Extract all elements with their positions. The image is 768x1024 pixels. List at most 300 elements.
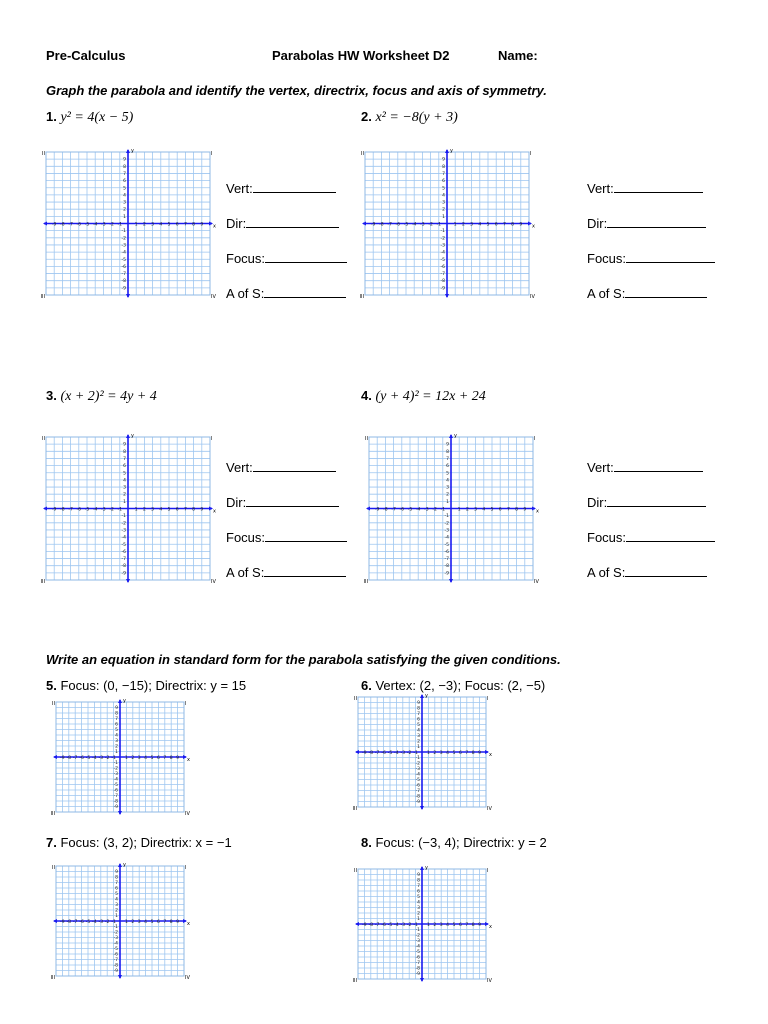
y-tick-label: 5 — [123, 471, 126, 477]
quadrant-label: I — [487, 868, 489, 874]
y-tick-label: 3 — [446, 485, 449, 491]
quadrant-label: I — [534, 436, 536, 442]
quadrant-label: II — [365, 436, 368, 442]
x-tick-label: -4 — [92, 756, 97, 761]
quadrant-label: III — [352, 978, 357, 984]
y-tick-label: 2 — [115, 908, 118, 914]
x-tick-label: -4 — [394, 751, 399, 756]
problem-number: 1 — [46, 109, 54, 124]
x-tick-label: 2 — [461, 222, 465, 228]
quadrant-label: IV — [530, 294, 535, 300]
y-tick-label: 8 — [115, 875, 118, 881]
x-tick-label: 7 — [183, 222, 187, 228]
quadrant-label: III — [50, 811, 55, 817]
y-tick-label: -3 — [113, 936, 118, 941]
y-tick-label: -1 — [121, 229, 126, 235]
x-tick-label: 3 — [137, 920, 141, 925]
quadrant-label: IV — [534, 579, 539, 585]
quadrant-label: III — [363, 579, 368, 585]
y-tick-label: 4 — [115, 897, 118, 903]
x-tick-label: 5 — [490, 507, 494, 513]
y-tick-label: -5 — [415, 950, 420, 955]
x-tick-label: 9 — [519, 222, 523, 228]
x-tick-label: -3 — [424, 507, 429, 513]
y-tick-label: 7 — [417, 712, 420, 717]
y-tick-label: -2 — [415, 761, 420, 767]
x-tick-label: -3 — [101, 222, 106, 228]
y-tick-label: 4 — [123, 193, 126, 199]
y-tick-label: -6 — [415, 783, 420, 789]
problem-3: 3. (x + 2)² = 4y + 4 — [46, 388, 157, 404]
x-tick-label: -2 — [109, 222, 114, 228]
quadrant-label: I — [185, 865, 187, 871]
x-tick-label: -8 — [368, 751, 374, 756]
y-tick-label: 2 — [442, 207, 445, 213]
x-tick-label: -5 — [387, 923, 393, 928]
y-tick-label: 8 — [123, 449, 126, 455]
axis-field-1[interactable]: A of S: — [226, 285, 346, 301]
x-tick-label: 3 — [151, 222, 155, 228]
y-axis-label: y — [425, 693, 428, 699]
x-tick-label: -1 — [413, 923, 418, 928]
x-tick-label: -2 — [406, 923, 412, 928]
x-tick-label: 4 — [446, 923, 450, 928]
axis-arrow — [126, 149, 130, 153]
y-tick-label: -8 — [444, 564, 449, 570]
coordinate-grid[interactable] — [359, 148, 535, 300]
axis-arrow — [118, 811, 122, 815]
x-tick-label: -6 — [79, 756, 84, 761]
x-tick-label: -3 — [400, 751, 406, 756]
x-tick-label: -9 — [370, 222, 376, 228]
axis-arrow — [126, 434, 130, 438]
x-tick-label: 8 — [192, 507, 196, 513]
x-tick-label: -3 — [101, 507, 106, 513]
y-tick-label: -8 — [113, 963, 118, 969]
quadrant-label: II — [354, 696, 357, 702]
coordinate-grid[interactable] — [363, 433, 539, 585]
y-tick-label: -6 — [121, 549, 126, 555]
y-axis-label: y — [123, 862, 126, 868]
y-tick-label: -3 — [415, 939, 420, 944]
x-tick-label: -6 — [76, 507, 82, 513]
x-tick-label: -9 — [51, 507, 57, 513]
x-tick-label: -9 — [362, 923, 367, 928]
y-tick-label: 2 — [123, 492, 126, 498]
y-tick-label: -7 — [121, 557, 126, 563]
y-tick-label: -4 — [121, 535, 126, 541]
x-tick-label: -7 — [72, 920, 78, 925]
axis-field-2[interactable]: A of S: — [587, 285, 707, 301]
quadrant-label: II — [52, 865, 55, 871]
y-tick-label: 9 — [417, 701, 420, 706]
y-tick-label: 6 — [123, 179, 126, 185]
x-tick-label: -8 — [379, 222, 384, 228]
y-tick-label: -9 — [444, 571, 449, 577]
x-axis-label: x — [489, 924, 492, 930]
quadrant-label: I — [530, 151, 532, 157]
x-tick-label: -4 — [92, 920, 97, 925]
y-tick-label: 2 — [417, 911, 420, 917]
x-tick-label: -8 — [66, 920, 72, 925]
x-axis-label: x — [213, 223, 216, 230]
y-axis-label: y — [131, 433, 134, 439]
y-tick-label: 9 — [417, 873, 420, 878]
x-tick-label: 8 — [515, 507, 519, 513]
quadrant-label: II — [354, 868, 357, 874]
y-tick-label: -2 — [444, 521, 449, 527]
y-tick-label: -1 — [415, 756, 420, 761]
y-tick-label: -6 — [440, 264, 445, 270]
y-tick-label: -4 — [415, 944, 420, 950]
focus-field-2[interactable]: Focus: — [587, 250, 715, 266]
problem-conditions: Focus: (3, 2); Directrix: x = −1 — [60, 835, 232, 850]
quadrant-label: I — [487, 696, 489, 702]
x-tick-label: -9 — [60, 920, 65, 925]
y-tick-label: 9 — [123, 442, 126, 448]
x-tick-label: -1 — [111, 756, 116, 761]
axis-arrow — [118, 975, 122, 979]
problem-conditions: Focus: (−3, 4); Directrix: y = 2 — [375, 835, 547, 850]
x-tick-label: -6 — [395, 222, 401, 228]
y-axis-label: y — [450, 148, 453, 154]
quadrant-label: IV — [185, 811, 190, 817]
y-tick-label: -8 — [415, 966, 420, 972]
y-tick-label: 9 — [115, 870, 118, 875]
y-tick-label: -9 — [415, 800, 420, 805]
y-tick-label: -4 — [113, 777, 118, 783]
y-tick-label: 2 — [417, 739, 420, 745]
quadrant-label: IV — [211, 579, 216, 585]
axis-field-4[interactable]: A of S: — [587, 564, 707, 580]
x-tick-label: 3 — [474, 507, 478, 513]
axis-arrow — [43, 222, 47, 226]
quadrant-label: III — [40, 579, 45, 585]
problem-4: 4. (y + 4)² = 12x + 24 — [361, 388, 486, 404]
x-tick-label: -8 — [60, 222, 65, 228]
y-tick-label: 1 — [115, 914, 118, 919]
axis-arrow — [420, 866, 424, 870]
y-tick-label: 4 — [115, 733, 118, 739]
y-tick-label: -3 — [113, 772, 118, 777]
vertex-field-1[interactable]: Vert: — [226, 180, 336, 196]
x-tick-label: -5 — [387, 751, 393, 756]
problem-number: 6 — [361, 678, 369, 693]
y-tick-label: 7 — [115, 717, 118, 722]
y-tick-label: 7 — [417, 884, 420, 889]
x-tick-label: -5 — [85, 756, 91, 761]
x-tick-label: 3 — [137, 756, 141, 761]
x-tick-label: -1 — [111, 920, 116, 925]
y-tick-label: -5 — [415, 778, 420, 783]
x-tick-label: 5 — [167, 507, 171, 513]
x-tick-label: 7 — [163, 756, 167, 761]
problem-5: 5. Focus: (0, −15); Directrix: y = 15 — [46, 678, 247, 693]
y-tick-label: 9 — [442, 157, 445, 163]
x-tick-label: 4 — [144, 756, 148, 761]
x-tick-label: 1 — [124, 920, 128, 925]
y-tick-label: -5 — [440, 257, 445, 263]
axis-arrow — [420, 978, 424, 982]
y-tick-label: 2 — [446, 492, 449, 498]
x-tick-label: 7 — [506, 507, 510, 513]
y-tick-label: 8 — [417, 878, 420, 884]
x-tick-label: -1 — [440, 507, 446, 513]
x-tick-label: 8 — [169, 756, 173, 761]
x-tick-label: -3 — [98, 756, 104, 761]
axis-arrow — [43, 507, 47, 511]
worksheet-title: Parabolas HW Worksheet D2 — [272, 48, 450, 63]
coordinate-grid[interactable] — [352, 693, 492, 812]
y-tick-label: -5 — [113, 947, 118, 952]
y-tick-label: -9 — [440, 286, 445, 292]
x-tick-label: 6 — [458, 751, 462, 756]
y-tick-label: -4 — [444, 535, 449, 541]
y-tick-label: -7 — [113, 794, 118, 799]
problem-number: 4 — [361, 388, 369, 403]
quadrant-label: I — [211, 151, 213, 157]
y-tick-label: 6 — [123, 464, 126, 470]
x-axis-label: x — [536, 508, 539, 515]
x-tick-label: 4 — [482, 507, 486, 513]
x-tick-label: 2 — [465, 507, 469, 513]
y-tick-label: -7 — [113, 958, 118, 963]
focus-field-3[interactable]: Focus: — [226, 529, 347, 545]
y-tick-label: -9 — [121, 571, 126, 577]
quadrant-label: IV — [487, 806, 492, 812]
y-tick-label: -3 — [415, 767, 420, 772]
y-tick-label: -6 — [415, 955, 420, 961]
y-tick-label: 5 — [123, 186, 126, 192]
x-tick-label: 8 — [471, 923, 475, 928]
quadrant-label: III — [359, 294, 364, 300]
problem-1: 1. y² = 4(x − 5) — [46, 109, 134, 125]
x-tick-label: -9 — [362, 751, 367, 756]
axis-arrow — [366, 507, 370, 511]
x-tick-label: 7 — [502, 222, 506, 228]
y-tick-label: -8 — [415, 794, 420, 800]
y-tick-label: 5 — [417, 895, 420, 900]
x-tick-label: -1 — [413, 751, 418, 756]
x-tick-label: 2 — [142, 222, 146, 228]
quadrant-label: II — [361, 151, 364, 157]
problem-number: 8 — [361, 835, 369, 850]
directrix-field-2[interactable]: Dir: — [587, 215, 706, 231]
directrix-field-4[interactable]: Dir: — [587, 494, 706, 510]
y-tick-label: -4 — [440, 250, 445, 256]
x-tick-label: -9 — [374, 507, 380, 513]
x-tick-label: -4 — [415, 507, 421, 513]
directrix-field-3[interactable]: Dir: — [226, 494, 339, 510]
x-tick-label: 2 — [131, 756, 135, 761]
axis-arrow — [449, 434, 453, 438]
x-tick-label: -4 — [411, 222, 417, 228]
x-tick-label: 1 — [426, 923, 430, 928]
problem-number: 2 — [361, 109, 369, 124]
x-tick-label: 7 — [465, 923, 469, 928]
quadrant-label: IV — [185, 975, 190, 981]
problem-equation: x² = −8(y + 3) — [375, 110, 458, 125]
x-tick-label: -4 — [92, 507, 98, 513]
y-tick-label: 7 — [115, 881, 118, 886]
x-tick-label: 1 — [134, 507, 138, 513]
axis-arrow — [449, 579, 453, 583]
quadrant-label: IV — [487, 978, 492, 984]
x-tick-label: 8 — [511, 222, 515, 228]
coordinate-grid[interactable] — [352, 865, 492, 984]
x-tick-label: -6 — [79, 920, 84, 925]
axis-field-3[interactable]: A of S: — [226, 564, 346, 580]
x-tick-label: -2 — [406, 751, 412, 756]
y-tick-label: -6 — [113, 952, 118, 958]
y-tick-label: 4 — [446, 478, 449, 484]
x-axis-label: x — [187, 757, 190, 763]
y-tick-label: 4 — [417, 900, 420, 906]
x-axis-label: x — [213, 508, 216, 515]
y-tick-label: 1 — [446, 499, 449, 505]
y-tick-label: -7 — [440, 272, 445, 278]
x-tick-label: -1 — [117, 222, 123, 228]
x-tick-label: -8 — [383, 507, 388, 513]
x-tick-label: 1 — [124, 756, 128, 761]
y-tick-label: 3 — [417, 906, 420, 911]
x-axis-label: x — [532, 223, 535, 230]
quadrant-label: III — [50, 975, 55, 981]
y-tick-label: -1 — [121, 514, 126, 520]
x-tick-label: -7 — [374, 751, 380, 756]
y-tick-label: 6 — [446, 464, 449, 470]
y-tick-label: -1 — [113, 925, 118, 930]
y-tick-label: -2 — [440, 236, 445, 242]
y-tick-label: -7 — [121, 272, 126, 278]
x-tick-label: -4 — [394, 923, 399, 928]
quadrant-label: I — [185, 701, 187, 707]
y-tick-label: -2 — [113, 766, 118, 772]
x-tick-label: -6 — [381, 923, 386, 928]
y-tick-label: -9 — [121, 286, 126, 292]
vertex-field-3[interactable]: Vert: — [226, 459, 336, 475]
y-tick-label: -7 — [415, 789, 420, 794]
y-tick-label: 8 — [442, 164, 445, 170]
y-axis-label: y — [123, 698, 126, 704]
x-tick-label: 1 — [134, 222, 138, 228]
x-tick-label: -8 — [66, 756, 72, 761]
x-tick-label: 6 — [175, 507, 179, 513]
x-tick-label: -7 — [391, 507, 396, 513]
y-tick-label: -3 — [444, 528, 449, 534]
coordinate-grid[interactable] — [40, 148, 216, 300]
x-tick-label: -9 — [51, 222, 57, 228]
quadrant-label: III — [352, 806, 357, 812]
y-tick-label: -8 — [121, 279, 126, 285]
y-tick-label: 8 — [417, 706, 420, 712]
directrix-field-1[interactable]: Dir: — [226, 215, 339, 231]
x-tick-label: -5 — [84, 222, 90, 228]
vertex-field-4[interactable]: Vert: — [587, 459, 703, 475]
x-tick-label: 6 — [175, 222, 179, 228]
y-tick-label: 3 — [417, 734, 420, 739]
axis-arrow — [420, 694, 424, 698]
x-tick-label: 4 — [159, 507, 163, 513]
y-tick-label: 3 — [115, 903, 118, 908]
x-tick-label: 9 — [200, 222, 204, 228]
x-tick-label: -8 — [368, 923, 374, 928]
y-tick-label: 1 — [115, 750, 118, 755]
x-tick-label: 5 — [150, 756, 154, 761]
y-tick-label: 7 — [123, 456, 126, 462]
y-tick-label: -5 — [113, 783, 118, 788]
x-tick-label: 4 — [478, 222, 482, 228]
y-tick-label: -3 — [121, 243, 126, 249]
y-tick-label: 2 — [115, 744, 118, 750]
quadrant-label: II — [42, 151, 45, 157]
problem-conditions: Vertex: (2, −3); Focus: (2, −5) — [375, 678, 546, 693]
coordinate-grid[interactable] — [50, 698, 190, 817]
x-tick-label: 9 — [478, 923, 482, 928]
x-tick-label: 5 — [486, 222, 490, 228]
focus-field-4[interactable]: Focus: — [587, 529, 715, 545]
section2-instruction: Write an equation in standard form for the parabola satisfying the given conditions. — [46, 652, 561, 667]
x-tick-label: 9 — [176, 920, 180, 925]
y-tick-label: -2 — [113, 930, 118, 936]
y-axis-label: y — [131, 148, 134, 154]
y-tick-label: 7 — [446, 456, 449, 462]
x-tick-label: 2 — [131, 920, 135, 925]
x-tick-label: 7 — [183, 507, 187, 513]
y-tick-label: 8 — [446, 449, 449, 455]
y-tick-label: -6 — [113, 788, 118, 794]
problem-equation: y² = 4(x − 5) — [60, 110, 134, 125]
x-tick-label: -7 — [374, 923, 380, 928]
x-tick-label: -5 — [84, 507, 90, 513]
x-tick-label: -7 — [68, 222, 73, 228]
quadrant-label: II — [42, 436, 45, 442]
x-tick-label: 8 — [471, 751, 475, 756]
y-tick-label: -2 — [121, 236, 126, 242]
x-tick-label: -2 — [428, 222, 433, 228]
problem-number: 7 — [46, 835, 54, 850]
vertex-field-2[interactable]: Vert: — [587, 180, 703, 196]
x-axis-label: x — [489, 752, 492, 758]
y-tick-label: -4 — [121, 250, 126, 256]
focus-field-1[interactable]: Focus: — [226, 250, 347, 266]
x-tick-label: -2 — [104, 756, 110, 761]
x-tick-label: 4 — [446, 751, 450, 756]
x-tick-label: 8 — [192, 222, 196, 228]
x-tick-label: 5 — [452, 751, 456, 756]
y-tick-label: 5 — [417, 723, 420, 728]
y-tick-label: -3 — [121, 528, 126, 534]
coordinate-grid[interactable] — [40, 433, 216, 585]
axis-arrow — [53, 919, 57, 923]
x-tick-label: 1 — [453, 222, 457, 228]
y-tick-label: 7 — [123, 171, 126, 177]
x-tick-label: 6 — [156, 756, 160, 761]
y-tick-label: 5 — [446, 471, 449, 477]
x-tick-label: 9 — [200, 507, 204, 513]
axis-arrow — [362, 222, 366, 226]
x-tick-label: 5 — [452, 923, 456, 928]
y-tick-label: 8 — [115, 711, 118, 717]
x-tick-label: -8 — [60, 507, 65, 513]
x-tick-label: 3 — [470, 222, 474, 228]
y-tick-label: -9 — [113, 805, 118, 810]
axis-arrow — [355, 922, 359, 926]
coordinate-grid[interactable] — [50, 862, 190, 981]
y-tick-label: -1 — [440, 229, 445, 235]
problem-equation: (y + 4)² = 12x + 24 — [375, 389, 486, 404]
problem-2: 2. x² = −8(y + 3) — [361, 109, 458, 125]
